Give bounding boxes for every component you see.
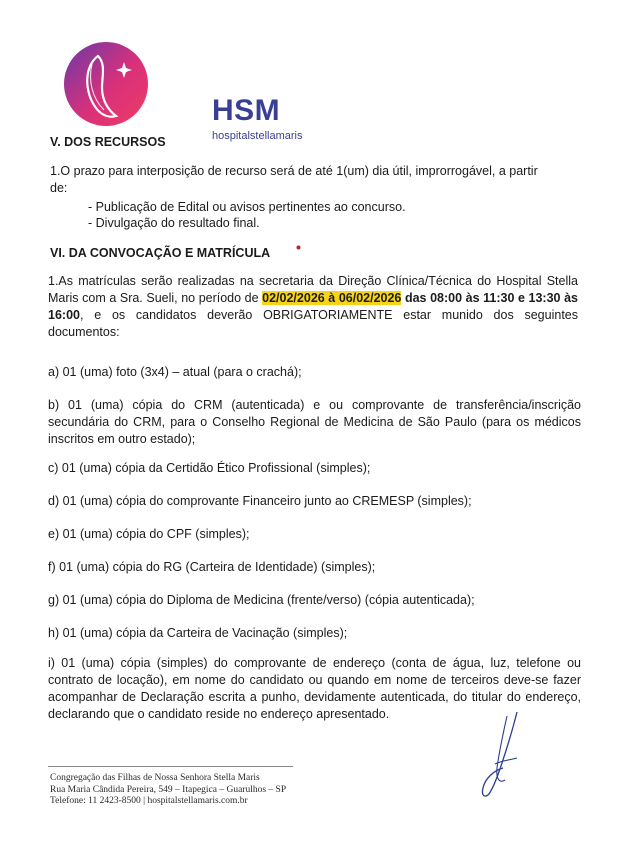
- section-v-heading: V. DOS RECURSOS: [50, 135, 166, 149]
- document-item-i: i) 01 (uma) cópia (simples) do comprovante de endereço (conta de água, luz, telefone ou contrato de locação), em nome do candidato ou quando em nome de terceiros deve-se fazer acompanhar de Declaração escrita a punho, devidamente autenticada, do titular do endereço, declarando que o candidato reside no endereço apresentado.: [48, 656, 581, 721]
- document-item-a: a) 01 (uma) foto (3x4) – atual (para o crachá);: [48, 365, 302, 379]
- document-item-h: h) 01 (uma) cópia da Carteira de Vacinação (simples);: [48, 626, 348, 640]
- footer: [50, 773, 286, 808]
- footer-divider: [48, 766, 293, 767]
- enrollment-hours: das 08:00 às 11:30 e 13:30 às 16:00: [48, 291, 578, 322]
- document-item-e: e) 01 (uma) cópia do CPF (simples);: [48, 527, 250, 541]
- document-item-g: g) 01 (uma) cópia do Diploma de Medicina (frente/verso) (cópia autenticada);: [48, 593, 475, 607]
- section-v-bullet-2: - Divulgação do resultado final.: [88, 216, 260, 230]
- document-item-d: d) 01 (uma) cópia do comprovante Financeiro junto ao CREMESP (simples);: [48, 494, 472, 508]
- section-v-bullet-1: - Publicação de Edital ou avisos pertinentes ao concurso.: [88, 200, 406, 214]
- document-item-c: c) 01 (uma) cópia da Certidão Ético Profissional (simples);: [48, 461, 371, 475]
- footer-line-1: Congregação das Filhas de Nossa Senhora Stella Maris: [50, 773, 260, 783]
- signature-icon: [455, 708, 550, 803]
- footer-line-3: Telefone: 11 2423-8500 | hospitalstellamaris.com.br: [50, 796, 248, 806]
- logo-subtitle: hospitalstellamaris: [212, 130, 303, 142]
- document-item-b: b) 01 (uma) cópia do CRM (autenticada) e ou comprovante de transferência/inscrição secundária do CRM, para o Conselho Regional de Medicina de São Paulo (para os médicos inscritos em outro estado);: [48, 398, 581, 446]
- logo-emblem-icon: [62, 40, 150, 128]
- section-v-text-line2: de:: [50, 181, 68, 195]
- footer-line-2: Rua Maria Cândida Pereira, 549 – Itapegica – Guarulhos – SP: [50, 784, 287, 795]
- section-v-text-line1: 1.O prazo para interposição de recurso será de até 1(um) dia útil, improrrogável, a partir: [50, 164, 538, 178]
- document-item-f: f) 01 (uma) cópia do RG (Carteira de Identidade) (simples);: [48, 560, 376, 574]
- hospital-logo: [62, 40, 312, 142]
- enrollment-dates-highlight: 02/02/2026 à 06/02/2026: [262, 291, 402, 305]
- paragraph-text-end: , e os candidatos deverão OBRIGATORIAMENTE estar munido dos seguintes documentos:: [48, 308, 578, 339]
- section-vi-paragraph: [48, 273, 578, 341]
- ink-mark: [296, 237, 301, 242]
- section-vi-heading: VI. DA CONVOCAÇÃO E MATRÍCULA: [50, 246, 271, 260]
- logo-title: HSM: [212, 94, 281, 127]
- paragraph-text-start: 1.As matrículas serão realizadas na secretaria da Direção Clínica/Técnica do Hospital Stella Maris com a Sra. Sueli, no período de: [48, 274, 578, 305]
